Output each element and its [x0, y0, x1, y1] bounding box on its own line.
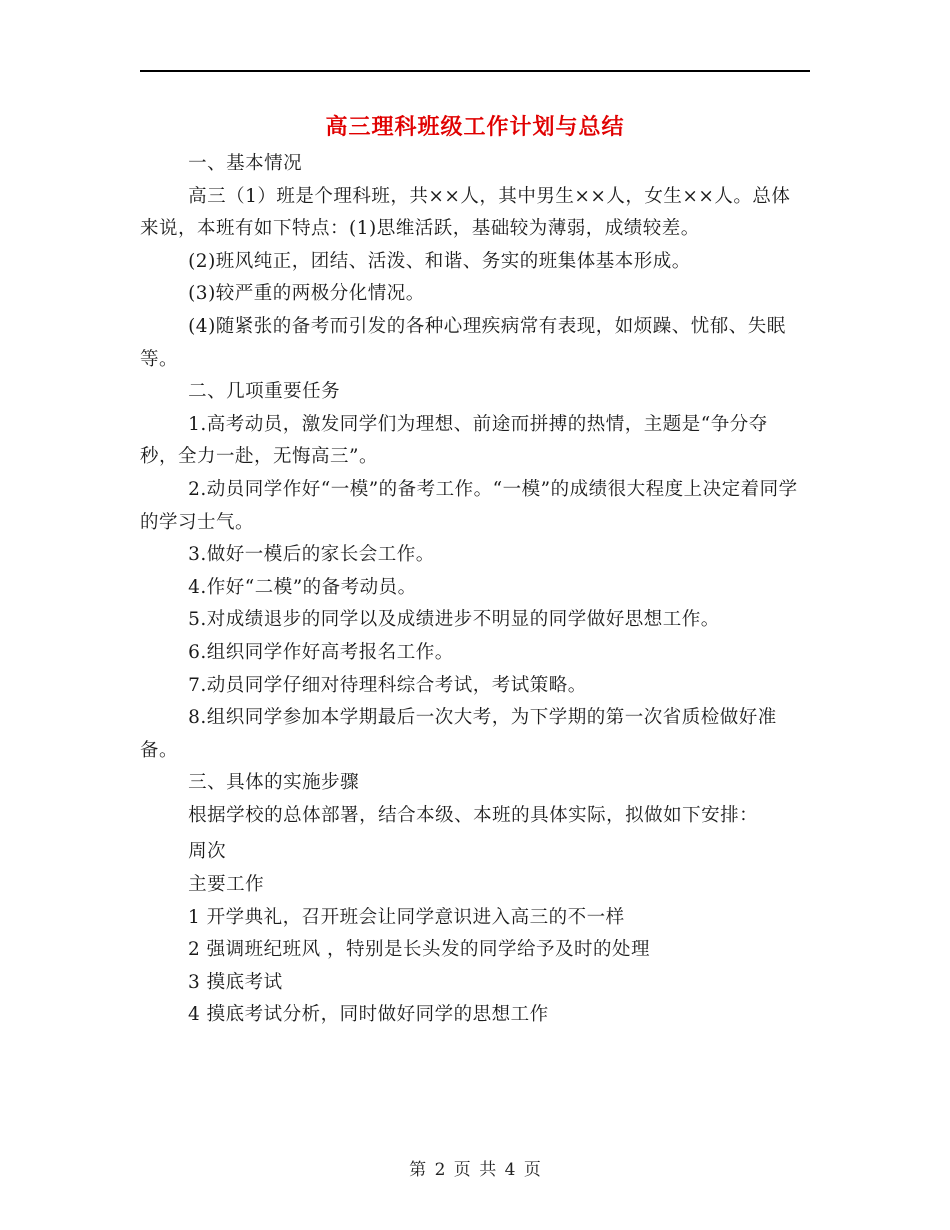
document-title: 高三理科班级工作计划与总结 — [325, 114, 625, 140]
paragraph: 6.组织同学作好高考报名工作。 — [188, 641, 454, 663]
paragraph: 周次 — [188, 841, 227, 863]
paragraph: 3.做好一模后的家长会工作。 — [188, 544, 435, 566]
paragraph: 根据学校的总体部署，结合本级、本班的具体实际，拟做如下安排： — [188, 804, 759, 826]
paragraph: (2)班风纯正，团结、活泼、和谐、务实的班集体基本形成。 — [188, 250, 691, 272]
paragraph: 8.组织同学参加本学期最后一次大考，为下学期的第一次省质检做好准备。 — [140, 707, 777, 761]
schedule-item: 1 开学典礼，召开班会让同学意识进入高三的不一样 — [188, 906, 625, 928]
header-rule — [140, 70, 810, 72]
paragraph: 4.作好“二模”的备考动员。 — [188, 576, 417, 598]
section-heading: 一、基本情况 — [188, 153, 303, 174]
schedule-item: 2 强调班纪班风 ，特别是长头发的同学给予及时的处理 — [188, 939, 651, 961]
paragraph: 5.对成绩退步的同学以及成绩进步不明显的同学做好思想工作。 — [188, 609, 720, 631]
section-heading: 三、具体的实施步骤 — [188, 772, 360, 794]
paragraph: 2.动员同学作好“一模”的备考工作。“一模”的成绩很大程度上决定着同学的学习士气。 — [140, 478, 798, 533]
document-body — [140, 148, 820, 1032]
schedule-item: 4 摸底考试分析，同时做好同学的思想工作 — [188, 1004, 549, 1026]
page-footer: 第 2 页 共 4 页 — [409, 1160, 541, 1180]
paragraph: 1.高考动员，激发同学们为理想、前途而拼搏的热情，主题是“争分夺秒，全力一赴，无悔高三”。 — [140, 413, 768, 468]
paragraph: 主要工作 — [188, 874, 265, 896]
paragraph: (3)较严重的两极分化情况。 — [188, 283, 425, 305]
paragraph: 高三（1）班是个理科班，共××人，其中男生××人，女生××人。总体来说，本班有如下特点：(1)思维活跃，基础较为薄弱，成绩较差。 — [140, 185, 791, 240]
paragraph: 7.动员同学仔细对待理科综合考试，考试策略。 — [188, 674, 587, 696]
paragraph: (4)随紧张的备考而引发的各种心理疾病常有表现，如烦躁、忧郁、失眠等。 — [140, 315, 786, 370]
section-heading: 二、几项重要任务 — [188, 381, 341, 403]
schedule-item: 3 摸底考试 — [188, 971, 283, 993]
